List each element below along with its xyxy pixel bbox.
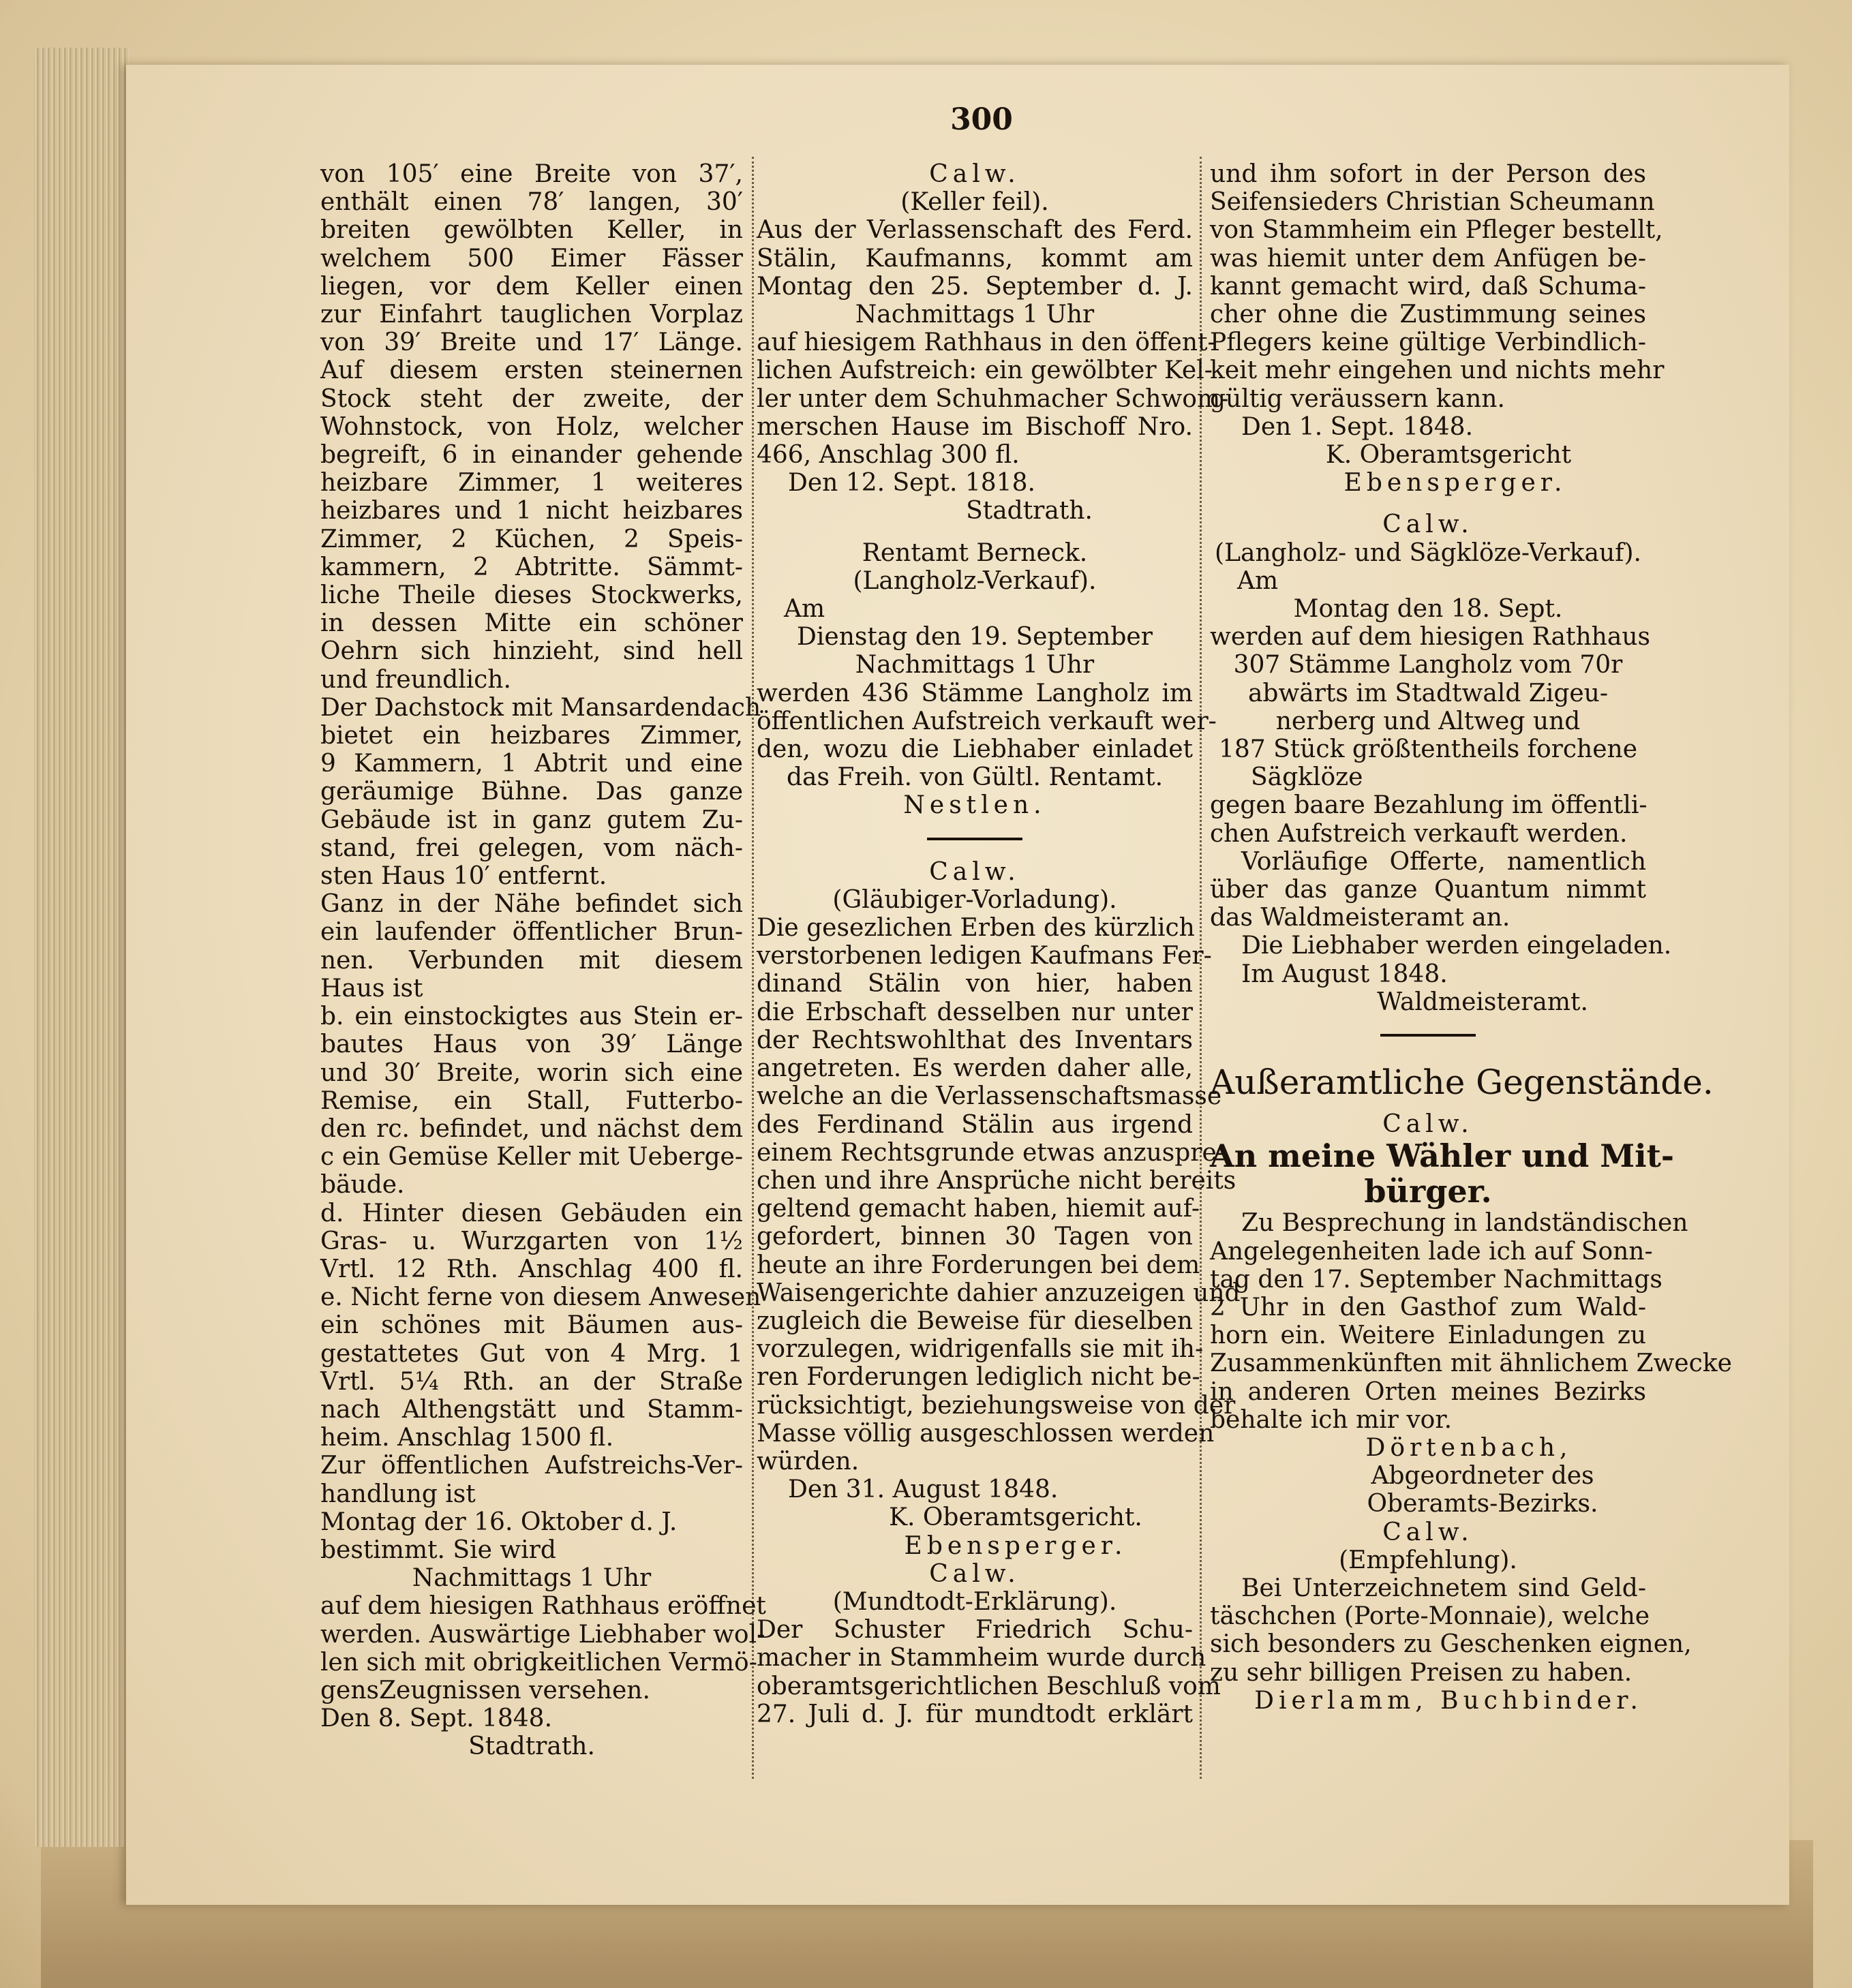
text-line: würden. xyxy=(757,1447,860,1475)
text-line: Masse völlig ausgeschlossen werden xyxy=(757,1419,1215,1448)
text-line: Den 8. Sept. 1848. xyxy=(320,1704,553,1733)
text-line: Zusammenkünften mit ähnlichem Zwecke xyxy=(1210,1349,1732,1378)
signature: Stadtrath. xyxy=(468,1732,595,1761)
notice-title: An meine Wähler und Mit- xyxy=(1210,1137,1674,1175)
text-line: auf dem hiesigen Rathhaus eröffnet xyxy=(320,1592,766,1621)
text-line: e. Nicht ferne von diesem Anwesen xyxy=(320,1283,761,1312)
text-line: Angelegenheiten lade ich auf Sonn- xyxy=(1210,1237,1653,1266)
text-line: Den 1. Sept. 1848. xyxy=(1241,412,1474,441)
text-line: was hiemit unter dem Anfügen be- xyxy=(1210,244,1646,273)
signature: K. Oberamtsgericht. xyxy=(889,1503,1142,1532)
text-line: Ganz in der Nähe befindet sich xyxy=(320,890,743,919)
text-line: und ihm sofort in der Person des xyxy=(1210,160,1646,188)
text-line: den, wozu die Liebhaber einladet xyxy=(757,735,1193,764)
text-line: Vrtl. 5¼ Rth. an der Straße xyxy=(320,1367,743,1396)
text-line: c ein Gemüse Keller mit Ueberge- xyxy=(320,1143,743,1172)
text-line: kammern, 2 Abtritte. Sämmt- xyxy=(320,553,743,581)
text-line: rücksichtigt, beziehungsweise von der xyxy=(757,1391,1236,1420)
signature: Nestlen. xyxy=(903,791,1046,820)
text-line: auf hiesigem Rathhaus in den öffent- xyxy=(757,328,1216,357)
text-line: von 105′ eine Breite von 37′, xyxy=(320,160,743,188)
text-line: behalte ich mir vor. xyxy=(1210,1405,1453,1434)
text-line: kannt gemacht wird, daß Schuma- xyxy=(1210,272,1646,301)
text-line: in anderen Orten meines Bezirks xyxy=(1210,1377,1646,1406)
column-2 xyxy=(757,160,1241,1728)
text-line: das Freih. von Gültl. Rentamt. xyxy=(786,763,1164,792)
signature: Dierlamm, Buchbinder. xyxy=(1254,1686,1643,1715)
signature: Stadtrath. xyxy=(966,497,1093,525)
text-line: Nachmittags 1 Uhr xyxy=(855,651,1095,679)
text-line: oberamtsgerichtlichen Beschluß vom xyxy=(757,1672,1221,1700)
text-line: dinand Stälin von hier, haben xyxy=(757,970,1193,998)
section-heading: Calw. xyxy=(1382,1110,1474,1139)
text-line: bietet ein heizbares Zimmer, xyxy=(320,722,743,750)
column-3 xyxy=(1210,160,1732,1715)
text-line: Gras- u. Wurzgarten von 1½ xyxy=(320,1227,743,1255)
text-line: nach Althengstätt und Stamm- xyxy=(320,1395,743,1424)
text-line: Pflegers keine gültige Verbindlich- xyxy=(1210,328,1646,357)
text-line: macher in Stammheim wurde durch xyxy=(757,1644,1206,1672)
text-line: Waisengerichte dahier anzuzeigen und xyxy=(757,1279,1241,1307)
section-heading: Calw. xyxy=(929,1559,1020,1588)
text-line: Den 12. Sept. 1818. xyxy=(788,469,1035,498)
text-line: nerberg und Altweg und xyxy=(1275,707,1581,735)
text-line: welche an die Verlassenschaftsmasse xyxy=(757,1082,1222,1111)
section-subheading: (Keller feil). xyxy=(900,188,1049,217)
text-line: zur Einfahrt tauglichen Vorplaz xyxy=(320,301,743,329)
text-line: Zimmer, 2 Küchen, 2 Speis- xyxy=(320,525,743,553)
text-line: einem Rechtsgrunde etwas anzuspre- xyxy=(757,1138,1225,1167)
text-line: in dessen Mitte ein schöner xyxy=(320,609,743,638)
text-line: chen und ihre Ansprüche nicht bereits xyxy=(757,1166,1236,1195)
text-line: bautes Haus von 39′ Länge xyxy=(320,1030,743,1059)
text-line: geräumige Bühne. Das ganze xyxy=(320,778,743,806)
text-line: Zu Besprechung in landständischen xyxy=(1241,1209,1688,1238)
text-line: Auf diesem ersten steinernen xyxy=(320,356,743,385)
text-line: über das ganze Quantum nimmt xyxy=(1210,876,1646,904)
text-line: ler unter dem Schuhmacher Schwom- xyxy=(757,384,1229,413)
text-line: zu sehr billigen Preisen zu haben. xyxy=(1210,1658,1633,1687)
text-line: geltend gemacht haben, hiemit auf- xyxy=(757,1195,1200,1223)
text-line: 307 Stämme Langholz vom 70r xyxy=(1233,651,1623,679)
text-line: gestattetes Gut von 4 Mrg. 1 xyxy=(320,1339,743,1368)
text-line: ein schönes mit Bäumen aus- xyxy=(320,1311,743,1340)
section-subheading: (Langholz- und Sägklöze-Verkauf). xyxy=(1215,538,1641,567)
text-line: vorzulegen, widrigenfalls sie mit ih- xyxy=(757,1335,1204,1364)
text-line: heute an ihre Forderungen bei dem xyxy=(757,1251,1200,1279)
text-line: Nachmittags 1 Uhr xyxy=(855,301,1095,329)
text-line: 27. Juli d. J. für mundtodt erklärt xyxy=(757,1700,1193,1728)
text-line: Bei Unterzeichnetem sind Geld- xyxy=(1241,1574,1646,1602)
text-line: Im August 1848. xyxy=(1241,960,1448,988)
text-line: Die Liebhaber werden eingeladen. xyxy=(1241,932,1672,960)
text-line: tag den 17. September Nachmittags xyxy=(1210,1265,1663,1294)
text-line: der Rechtswohlthat des Inventars xyxy=(757,1026,1193,1054)
text-line: Montag den 18. Sept. xyxy=(1293,595,1563,624)
text-line: Gebäude ist in ganz gutem Zu- xyxy=(320,806,743,834)
text-line: heizbares und 1 nicht heizbares xyxy=(320,497,743,525)
text-line: breiten gewölbten Keller, in xyxy=(320,216,743,245)
signature: Abgeordneter des xyxy=(1371,1462,1594,1490)
book-page-edges xyxy=(34,48,130,1847)
text-line: horn ein. Weitere Einladungen zu xyxy=(1210,1321,1646,1350)
text-line: Der Dachstock mit Mansardendach xyxy=(320,693,761,722)
text-line: bestimmt. Sie wird xyxy=(320,1535,556,1564)
text-line: Der Schuster Friedrich Schu- xyxy=(757,1616,1193,1645)
text-line: werden auf dem hiesigen Rathhaus xyxy=(1210,623,1650,652)
section-divider xyxy=(1380,1034,1476,1037)
text-line: d. Hinter diesen Gebäuden ein xyxy=(320,1199,743,1227)
text-line: Wohnstock, von Holz, welcher xyxy=(320,412,743,441)
column-1 xyxy=(320,160,766,1761)
section-subheading: (Empfehlung). xyxy=(1339,1546,1517,1574)
text-line: verstorbenen ledigen Kaufmans Fer- xyxy=(757,942,1212,970)
text-line: ein laufender öffentlicher Brun- xyxy=(320,918,743,947)
text-line: sten Haus 10′ entfernt. xyxy=(320,862,607,891)
text-line: heizbare Zimmer, 1 weiteres xyxy=(320,469,743,498)
section-heading: Calw. xyxy=(929,160,1020,188)
text-line: 187 Stück größtentheils forchene xyxy=(1218,735,1638,764)
page-number: 300 xyxy=(950,102,1013,137)
section-title: Außeramtliche Gegenstände. xyxy=(1210,1062,1714,1103)
text-line: die Erbschaft desselben nur unter xyxy=(757,998,1193,1026)
text-line: stand, frei gelegen, vom näch- xyxy=(320,834,743,862)
section-heading: Calw. xyxy=(929,857,1020,886)
text-line: werden. Auswärtige Liebhaber wol- xyxy=(320,1620,765,1649)
text-line: abwärts im Stadtwald Zigeu- xyxy=(1247,679,1609,707)
text-line: liegen, vor dem Keller einen xyxy=(320,272,743,301)
text-line: Montag der 16. Oktober d. J. xyxy=(320,1508,678,1536)
text-line: Haus ist xyxy=(320,974,423,1003)
text-line: handlung ist xyxy=(320,1480,476,1508)
signature: Dörtenbach, xyxy=(1365,1433,1573,1462)
text-line: von 39′ Breite und 17′ Länge. xyxy=(320,328,743,357)
text-line: bäude. xyxy=(320,1171,405,1199)
text-line: enthält einen 78′ langen, 30′ xyxy=(320,188,743,217)
text-line: Nachmittags 1 Uhr xyxy=(412,1564,652,1593)
text-line: Sägklöze xyxy=(1251,763,1363,792)
text-line: Am xyxy=(784,595,825,624)
text-line: keit mehr eingehen und nichts mehr xyxy=(1210,356,1665,385)
text-line: len sich mit obrigkeitlichen Vermö- xyxy=(320,1648,757,1677)
text-line: b. ein einstockigtes aus Stein er- xyxy=(320,1003,743,1031)
text-line: gensZeugnissen versehen. xyxy=(320,1676,650,1704)
notice-title: bürger. xyxy=(1364,1173,1492,1210)
text-line: Montag den 25. September d. J. xyxy=(757,272,1193,301)
text-line: Zur öffentlichen Aufstreichs-Ver- xyxy=(320,1452,743,1480)
signature: Ebensperger. xyxy=(1344,469,1567,498)
signature: K. Oberamtsgericht xyxy=(1325,441,1572,470)
text-line: 9 Kammern, 1 Abtrit und eine xyxy=(320,750,743,778)
text-line: liche Theile dieses Stockwerks, xyxy=(320,581,743,610)
text-line: heim. Anschlag 1500 fl. xyxy=(320,1424,614,1452)
text-line: und 30′ Breite, worin sich eine xyxy=(320,1058,743,1087)
text-line: des Ferdinand Stälin aus irgend xyxy=(757,1110,1193,1139)
text-line: merschen Hause im Bischoff Nro. xyxy=(757,412,1193,441)
text-line: Am xyxy=(1237,566,1279,595)
text-line: Oehrn sich hinzieht, sind hell xyxy=(320,637,743,666)
text-line: angetreten. Es werden daher alle, xyxy=(757,1054,1193,1083)
text-line: chen Aufstreich verkauft werden. xyxy=(1210,819,1628,848)
signature: Oberamts-Bezirks. xyxy=(1367,1490,1598,1518)
text-line: und freundlich. xyxy=(320,665,511,694)
text-line: begreift, 6 in einander gehende xyxy=(320,441,743,470)
text-line: Vorläufige Offerte, namentlich xyxy=(1241,847,1646,876)
text-line: lichen Aufstreich: ein gewölbter Kel- xyxy=(757,356,1213,385)
signature: Waldmeisteramt. xyxy=(1377,988,1588,1016)
text-line: Dienstag den 19. September xyxy=(797,623,1153,652)
text-line: nen. Verbunden mit diesem xyxy=(320,946,743,975)
section-subheading: (Gläubiger-Vorladung). xyxy=(832,885,1117,914)
text-line: welchem 500 Eimer Fässer xyxy=(320,244,743,273)
text-line: Den 31. August 1848. xyxy=(788,1475,1059,1504)
text-line: Die gesezlichen Erben des kürzlich xyxy=(757,914,1195,943)
text-line: Remise, ein Stall, Futterbo- xyxy=(320,1086,743,1115)
signature: Ebensperger. xyxy=(904,1531,1127,1560)
text-line: ren Forderungen lediglich nicht be- xyxy=(757,1363,1200,1392)
text-line: gefordert, binnen 30 Tagen von xyxy=(757,1223,1193,1251)
text-line: gegen baare Bezahlung im öffentli- xyxy=(1210,791,1648,820)
section-divider xyxy=(927,838,1022,840)
text-line: täschchen (Porte-Monnaie), welche xyxy=(1210,1602,1650,1631)
text-line: das Waldmeisteramt an. xyxy=(1210,904,1511,932)
text-line: Stälin, Kaufmanns, kommt am xyxy=(757,244,1193,273)
text-line: werden 436 Stämme Langholz im xyxy=(757,679,1193,707)
section-heading: Rentamt Berneck. xyxy=(862,538,1088,567)
text-line: den rc. befindet, und nächst dem xyxy=(320,1114,743,1143)
text-line: cher ohne die Zustimmung seines xyxy=(1210,301,1646,329)
text-line: öffentlichen Aufstreich verkauft wer- xyxy=(757,707,1217,735)
text-line: Stock steht der zweite, der xyxy=(320,384,743,413)
column-divider-left xyxy=(752,157,754,1779)
text-line: zugleich die Beweise für dieselben xyxy=(757,1306,1193,1335)
text-line: von Stammheim ein Pfleger bestellt, xyxy=(1210,216,1663,245)
text-line: Aus der Verlassenschaft des Ferd. xyxy=(757,216,1193,245)
section-heading: Calw. xyxy=(1382,1518,1474,1546)
text-line: 466, Anschlag 300 fl. xyxy=(757,441,1020,470)
section-subheading: (Mundtodt-Erklärung). xyxy=(832,1587,1117,1616)
section-heading: Calw. xyxy=(1382,510,1474,539)
text-line: gültig veräussern kann. xyxy=(1210,384,1505,413)
text-line: Seifensieders Christian Scheumann xyxy=(1210,188,1655,217)
text-line: Vrtl. 12 Rth. Anschlag 400 fl. xyxy=(320,1255,743,1283)
text-line: sich besonders zu Geschenken eignen, xyxy=(1210,1630,1692,1659)
text-line: 2 Uhr in den Gasthof zum Wald- xyxy=(1210,1293,1646,1321)
section-subheading: (Langholz-Verkauf). xyxy=(853,566,1097,595)
